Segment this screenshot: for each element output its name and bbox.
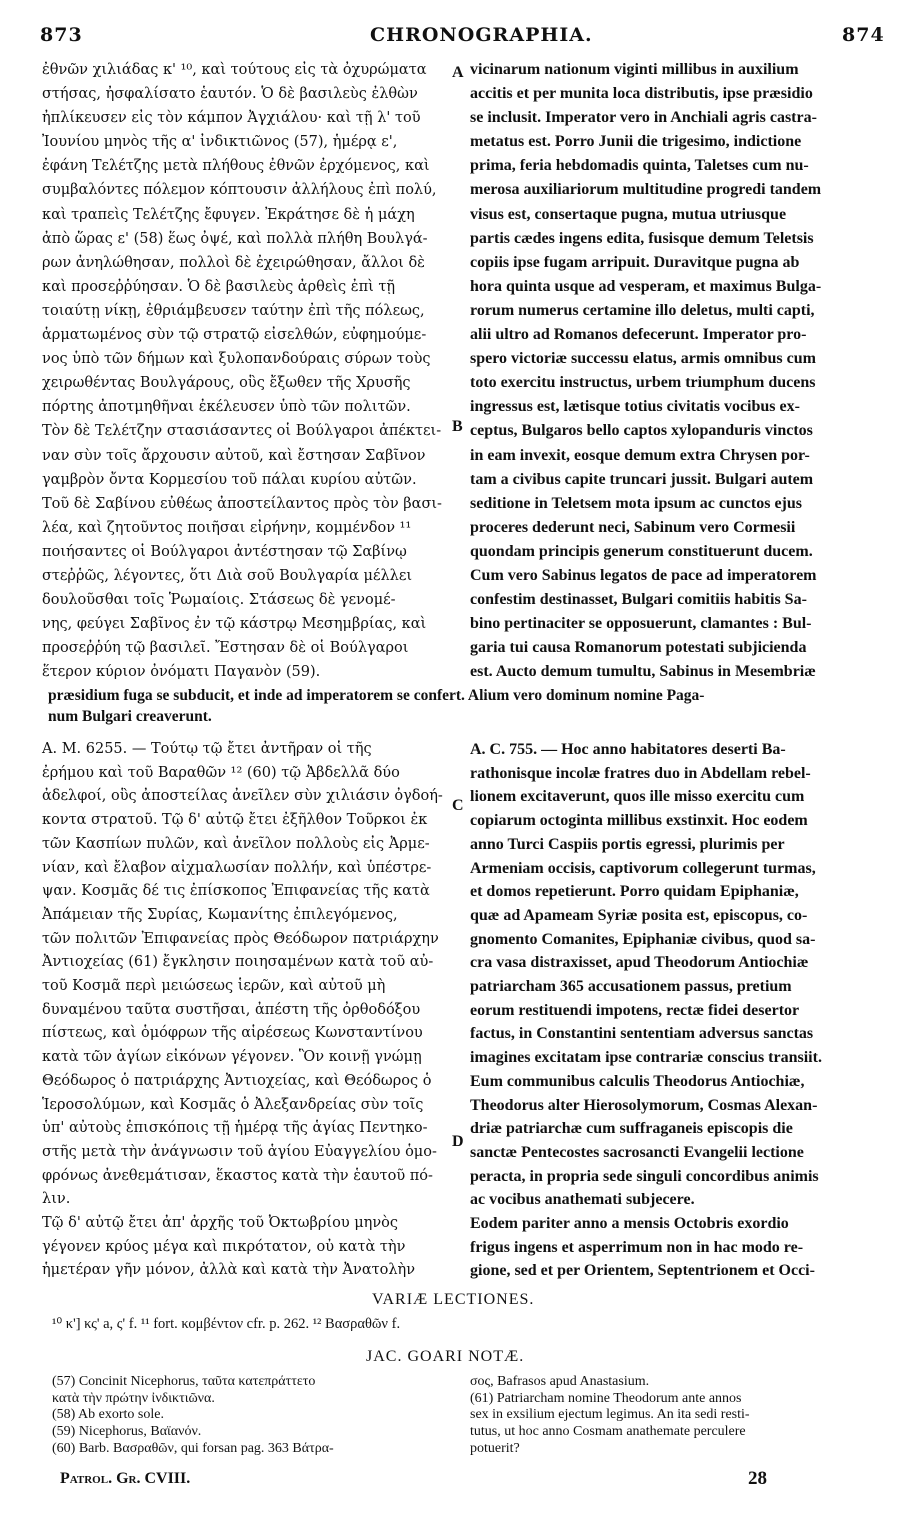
greek-text-line: ἕτερον κύριον ὀνόματι Παγανὸν (59). — [42, 664, 321, 681]
latin-text-line: se inclusit. Imperator vero in Anchiali agris castra- — [470, 109, 817, 127]
latin-text-line: rathonisque incolæ fratres duo in Abdellam rebel- — [470, 764, 811, 782]
latin-text-line: factus, in Constantini sententiam adversus sanctas — [470, 1025, 814, 1043]
greek-text-line: καὶ τραπεὶς Τελέτζης ἔφυγεν. Ἐκράτησε δὲ ἡ μάχη — [42, 206, 415, 223]
greek-text-line: νος ὑπὸ τῶν δήμων καὶ ξυλοπανδούραις σύρων τοὺς — [42, 351, 431, 368]
greek-text-line: δουλοῦσθαι τοῖς Ῥωμαίοις. Στάσεως δὲ γενομέ- — [42, 592, 396, 609]
right-page-number: 874 — [842, 24, 885, 46]
latin-text-line: visus est, consertaque pugna, mutua utriusque — [470, 205, 787, 223]
latin-text-line: metatus est. Porro Junii die trigesimo, indictione — [470, 133, 802, 151]
footer-source: Patrol. Gr. CVIII. — [60, 1470, 191, 1487]
latin-text-line: merosa auxiliariorum multitudine progredi tandem — [470, 181, 822, 199]
greek-text-line: πίστεως, καὶ ὁμόφρων τῆς αἱρέσεως Κωνσταντίνου — [42, 1025, 423, 1042]
footer-signature: 28 — [748, 1468, 767, 1489]
latin-text-line: quæ ad Apameam Syriæ posita est, episcopus, co- — [470, 906, 808, 924]
note-line: (59) Nicephorus, Βαϊανόν. — [52, 1424, 202, 1440]
greek-text-line: νης, φεύγει Σαβῖνος ἐν τῷ κάστρῳ Μεσημβρίας, καὶ — [42, 616, 427, 633]
greek-text-line: ποιήσαντες οἱ Βούλγαροι ἀντέστησαν τῷ Σαβίνῳ — [42, 543, 407, 560]
greek-text-line: συμβαλόντες πόλεμον κόπτουσιν ἀλλήλους ἐπὶ πολύ, — [42, 182, 437, 199]
note-line: (60) Barb. Βασραθῶν, qui forsan pag. 363 Βάτρα- — [52, 1440, 334, 1456]
note-line: (61) Patriarcham nomine Theodorum ante annos — [470, 1390, 742, 1406]
greek-text-line: ἐφάνη Τελέτζης μετὰ πλήθους ἐθνῶν ἐρχόμενος, καὶ — [42, 158, 430, 175]
greek-text-line: Τῷ δ' αὐτῷ ἔτει ἀπ' ἀρχῆς τοῦ Ὀκτωβρίου μηνὸς — [42, 1215, 399, 1232]
greek-text-line: προσεῤῥύη τῷ βασιλεῖ. Ἔστησαν δὲ οἱ Βούλγαροι — [42, 640, 409, 657]
latin-text-line: copiarum octoginta millibus exstinxit. Hoc eodem — [470, 812, 808, 830]
greek-text-line: τῶν Κασπίων πυλῶν, καὶ ἀνεῖλον πολλοὺς εἰς Ἀρμε- — [42, 835, 430, 852]
latin-text-line: Armeniam occisis, captivorum collegerunt turmas, — [470, 859, 816, 877]
note-line: sex in exsilium ejectum legimus. An ita sedi resti- — [470, 1407, 750, 1423]
note-line: σος, Bafrasos apud Anastasium. — [470, 1374, 650, 1389]
greek-text-line: κοντα στρατοῦ. Τῷ δ' αὐτῷ ἔτει ἐξῆλθον Τοῦρκοι ἐκ — [42, 812, 428, 829]
greek-text-line: Θεόδωρος ὁ πατριάρχης Ἀντιοχείας, καὶ Θεόδωρος ὁ — [42, 1072, 432, 1089]
greek-text-line: γέγονεν κρύος μέγα καὶ πικρότατον, οὐ κατὰ τὴν — [42, 1238, 406, 1255]
note-line: (57) Concinit Nicephorus, ταῦτα κατεπράττετο — [52, 1374, 316, 1389]
greek-text-line: λιν. — [42, 1191, 71, 1208]
latin-text-line: ingressus est, lætisque totius civitatis vocibus ex- — [470, 398, 800, 416]
latin-text-line: lionem excitaverunt, quos ille misso exercitu cum — [470, 788, 805, 806]
running-title: CHRONOGRAPHIA. — [370, 24, 593, 46]
greek-text-line: ἀπὸ ὥρας ε' (58) ἕως ὀψέ, καὶ πολλὰ πλήθη Βουλγά- — [42, 230, 428, 247]
greek-text-line: κατὰ τῶν ἁγίων εἰκόνων γέγονεν. Ὃν κοινῇ γνώμῃ — [42, 1049, 422, 1066]
latin-text-line: peracta, in propria sede singuli concordibus animis — [470, 1167, 819, 1185]
latin-text-line: ac vocibus anathemati subjecere. — [470, 1191, 695, 1209]
latin-text-line: quondam principis generum constituerunt ducem. — [470, 542, 813, 560]
latin-text-line: frigus ingens et asperrimum non in hac modo re- — [470, 1238, 804, 1256]
greek-text-line: ἠπλίκευσεν εἰς τὸν κάμπον Ἀγχιάλου· καὶ τῇ λ' τοῦ — [42, 110, 421, 127]
latin-text-line: et domos repetierunt. Porro quidam Epiphaniæ, — [470, 883, 799, 901]
latin-text-line: rorum numerus certamine illo deletus, multi capti, — [470, 301, 815, 319]
greek-text-line: στῆς μετὰ τὴν ἀνάγνωσιν τοῦ ἁγίου Εὐαγγελίου ὁμο- — [42, 1143, 437, 1160]
latin-text-line: ceptus, Bulgaros bello captos xylopanduris vinctos — [470, 422, 813, 440]
latin-text-line: Theodorus alter Hierosolymorum, Cosmas Alexan- — [470, 1096, 818, 1114]
latin-text-line: alii ultro ad Romanos defecerunt. Imperator pro- — [470, 326, 807, 344]
latin-text-line: vicinarum nationum viginti millibus in auxilium — [470, 61, 799, 78]
latin-text-line: sanctæ Pentecostes sacrosancti Evangelii lectione — [470, 1143, 804, 1161]
greek-text-line: ἁρματωμένος σὺν τῷ στρατῷ εἰσελθών, εὐφημούμε- — [42, 327, 427, 344]
latin-text-line: driæ patriarchæ cum suffraganeis episcopis die — [470, 1120, 793, 1138]
latin-text-line: prima, feria hebdomadis quinta, Taletses cum nu- — [470, 157, 809, 175]
greek-text-line: ψαν. Κοσμᾶς δέ τις ἐπίσκοπος Ἐπιφανείας τῆς κατὰ — [42, 883, 430, 900]
latin-text-line: toto exercitu instructus, urbem triumphum ducens — [470, 374, 816, 392]
latin-text-line: garia tui causa Romanorum potestati subjicienda — [470, 639, 807, 657]
latin-text-line: gnomento Comanites, Epiphaniæ civibus, quod sa- — [470, 930, 816, 948]
greek-text-line: Τὸν δὲ Τελέτζην στασιάσαντες οἱ Βούλγαροι ἀπέκτει- — [42, 423, 442, 440]
note-line: (58) Ab exorto sole. — [52, 1407, 164, 1423]
latin-text-line: hora quinta usque ad vesperam, et maximus Bulga- — [470, 277, 822, 295]
greek-text-line: στήσας, ἠσφαλίσατο ἑαυτόν. Ὁ δὲ βασιλεὺς ἐλθὼν — [42, 86, 418, 103]
full-width-line-2: num Bulgari creaverunt. — [48, 708, 212, 725]
greek-text-line: λέα, καὶ ζητοῦντος ποιῆσαι εἰρήνην, κομμένδον ¹¹ — [42, 519, 412, 536]
margin-letter-a: A — [452, 64, 464, 81]
greek-text-line: ἐρήμου καὶ τοῦ Βαραθῶν ¹² (60) τῷ Ἀβδελλᾶ δύο — [42, 764, 400, 781]
greek-text-line: τοιαύτῃ νίκῃ, ἐθριάμβευσεν ταύτην ἐπὶ τῆς πόλεως, — [42, 302, 425, 319]
latin-text-line: seditione in Teletsem mota ipsum ac cunctos ejus — [470, 494, 802, 512]
greek-text-line: νίαν, καὶ ἔλαβον αἰχμαλωσίαν πολλήν, καὶ ὑπέστρε- — [42, 859, 432, 876]
latin-text-line: partis cædes ingens edita, fusisque demum Teletsis — [470, 229, 814, 247]
latin-text-line: anno Turci Caspiis portis egressi, plurimis per — [470, 835, 785, 853]
notae-title: JAC. GOARI NOTÆ. — [366, 1348, 525, 1365]
greek-text-line: ναν σὺν τοῖς ἄρχουσιν αὐτοῦ, καὶ ἔστησαν Σαβῖνον — [42, 447, 426, 464]
greek-text-line: τοῦ Κοσμᾶ περὶ μειώσεως ἱερῶν, καὶ αὐτοῦ μὴ — [42, 978, 386, 995]
note-line: tutus, ut hoc anno Cosmam anathemate perculere — [470, 1424, 746, 1440]
greek-text-line: δυναμένου ταῦτα συστῆσαι, ἀπέστη τῆς ὀρθοδόξου — [42, 1001, 421, 1018]
latin-text-line: patriarcham 365 accusationem passus, pretium — [470, 978, 792, 996]
latin-text-line: imagines excitatam ipse contrariæ conscius transiit. — [470, 1049, 822, 1067]
full-width-line: præsidium fuga se subducit, et inde ad imperatorem se confert. Alium vero dominum nomine Paga- — [48, 687, 705, 704]
greek-text-line: Ἱεροσολύμων, καὶ Κοσμᾶς ὁ Ἀλεξανδρείας σὺν τοῖς — [42, 1096, 424, 1113]
greek-text-line: γαμβρὸν ὄντα Κορμεσίου τοῦ πάλαι κυρίου αὐτῶν. — [42, 471, 417, 488]
latin-text-line: confestim destinasset, Bulgari comitiis habitis Sa- — [470, 591, 807, 609]
variae-lectiones-title: VARIÆ LECTIONES. — [372, 1291, 535, 1308]
latin-text-line: A. C. 755. — Hoc anno habitatores deserti Ba- — [470, 741, 786, 758]
greek-text-line: καὶ προσεῤῥύησαν. Ὁ δὲ βασιλεὺς ἀρθεὶς ἐπὶ τῇ — [42, 278, 396, 295]
latin-text-line: proceres dederunt neci, Sabinum vero Cormesii — [470, 518, 796, 536]
latin-text-line: eorum restituendi impotens, rectæ fidei desertor — [470, 1001, 800, 1019]
note-line: potuerit? — [470, 1440, 520, 1456]
latin-text-line: in eam invexit, eosque demum extra Chrysen por- — [470, 446, 810, 464]
latin-column-bottom — [470, 738, 890, 1283]
greek-text-line: ἡμετέραν γῆν μόνον, ἀλλὰ καὶ κατὰ τὴν Ἀνατολὴν — [42, 1262, 416, 1279]
latin-text-line: Eum communibus calculis Theodorus Antiochiæ, — [470, 1072, 805, 1090]
greek-text-line: φρόνως ἀνεθεμάτισαν, ἕκαστος κατὰ τὴν ἑαυτοῦ πό- — [42, 1167, 433, 1184]
greek-text-line: ἀδελφοί, οὓς ἀποστείλας ἀνεῖλεν σὺν χιλιάσιν ὀγδοή- — [42, 788, 443, 805]
left-page-number: 873 — [40, 24, 83, 46]
greek-text-line: ρων ἀνηλώθησαν, πολλοὶ δὲ ἐχειρώθησαν, ἄλλοι δὲ — [42, 254, 425, 271]
greek-column-top — [42, 58, 452, 684]
variae-lectiones-line: ¹⁰ κ'] κς' a, ς' f. ¹¹ fort. κομβέντον cfr. p. 262. ¹² Βασραθῶν f. — [52, 1316, 401, 1332]
greek-text-line: A. M. 6255. — Τούτῳ τῷ ἔτει ἀντῆραν οἱ τῆς — [42, 741, 372, 757]
greek-text-line: ὑπ' αὐτοὺς ἐπισκόποις τῇ ἡμέρᾳ τῆς ἁγίας Πεντηκο- — [42, 1120, 428, 1137]
greek-text-line: τῶν πολιτῶν Ἐπιφανείας πρὸς Θεόδωρον πατριάρχην — [42, 930, 439, 947]
margin-letter-b: B — [452, 418, 463, 435]
greek-text-line: πόρτης ἀποτμηθῆναι ἐκέλευσεν ὑπὸ τῶν πολιτῶν. — [42, 399, 411, 416]
margin-letter-c: C — [452, 797, 464, 814]
greek-text-line: Τοῦ δὲ Σαβίνου εὐθέως ἀποστείλαντος πρὸς τὸν βασι- — [42, 495, 442, 512]
latin-text-line: gione, sed et per Orientem, Septentrionem et Occi- — [470, 1262, 815, 1280]
latin-text-line: Cum vero Sabinus legatos de pace ad imperatorem — [470, 566, 817, 584]
latin-text-line: est. Aucto demum tumultu, Sabinus in Mesembriæ — [470, 663, 816, 681]
latin-text-line: spero victoriæ successu elatus, armis omnibus cum — [470, 350, 816, 368]
greek-text-line: ἐθνῶν χιλιάδας κ' ¹⁰, καὶ τούτους εἰς τὰ ὀχυρώματα — [42, 62, 427, 78]
latin-text-line: tam a civibus capite truncari jussit. Bulgari autem — [470, 470, 814, 488]
latin-text-line: bino pertinaciter se opposuerunt, clamantes : Bul- — [470, 615, 812, 633]
latin-text-line: Eodem pariter anno a mensis Octobris exordio — [470, 1215, 789, 1233]
greek-column-bottom — [42, 738, 452, 1283]
greek-text-line: Ἀντιοχείας (61) ἔγκλησιν ποιησαμένων κατὰ τοῦ αὐ- — [42, 954, 434, 971]
latin-column-top — [470, 58, 890, 684]
greek-text-line: χειρωθέντας Βουλγάρους, οὓς ἔξωθεν τῆς Χρυσῆς — [42, 375, 411, 392]
greek-text-line: στεῤῥῶς, λέγοντες, ὅτι Διὰ σοῦ Βουλγαρία μέλλει — [42, 567, 413, 584]
note-line: κατὰ τὴν πρώτην ἰνδικτιῶνα. — [52, 1390, 215, 1406]
margin-letter-d: D — [452, 1133, 464, 1150]
greek-text-line: Ἀπάμειαν τῆς Συρίας, Κωμανίτης ἐπιλεγόμενος, — [42, 906, 398, 923]
latin-text-line: copiis ipse fugam arripuit. Duravitque pugna ab — [470, 253, 800, 271]
latin-text-line: cra vasa distraxisset, apud Theodorum Antiochiæ — [470, 954, 809, 972]
greek-text-line: Ἰουνίου μηνὸς τῆς α' ἰνδικτιῶνος (57), ἡμέρᾳ ε', — [42, 134, 398, 151]
latin-text-line: accitis et per munita loca distributis, ipse præsidio — [470, 85, 813, 103]
